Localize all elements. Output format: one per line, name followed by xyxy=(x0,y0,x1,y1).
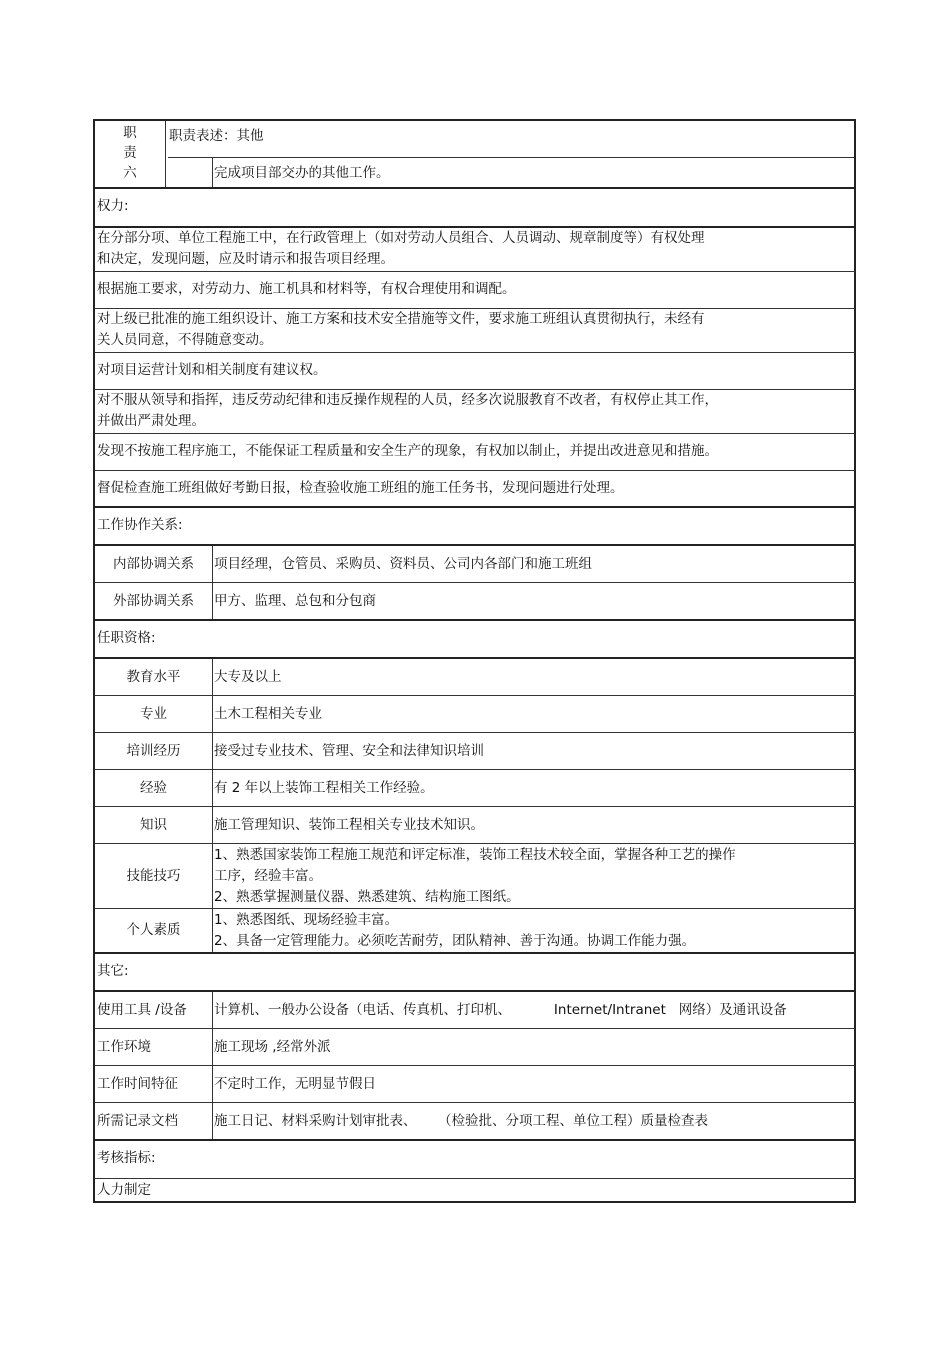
qualification-value-experience: 有 2 年以上装饰工程相关工作经验。 xyxy=(214,779,434,796)
authority-item xyxy=(93,309,856,353)
qualification-row xyxy=(93,659,856,696)
other-row xyxy=(93,992,856,1029)
authority-item xyxy=(93,272,856,309)
duty-desc: 职责表述：其他 xyxy=(168,121,854,158)
qualification-label-personal: 个人素质 xyxy=(95,909,213,952)
authority-item-1-line-2: 和决定，发现问题，应及时请示和报告项目经理。 xyxy=(97,251,394,267)
qualification-label-experience: 经验 xyxy=(95,770,213,806)
cooperation-label-external: 外部协调关系 xyxy=(95,583,213,619)
qualification-label-training: 培训经历 xyxy=(95,733,213,769)
authority-header: 权力: xyxy=(97,198,129,214)
qualification-value-knowledge: 施工管理知识、装饰工程相关专业技术知识。 xyxy=(214,816,484,833)
qualification-value-education: 大专及以上 xyxy=(214,668,282,685)
authority-item xyxy=(93,228,856,272)
qualification-row xyxy=(93,844,856,909)
skills-line-1: 1、熟悉国家装饰工程施工规范和评定标准，装饰工程技术较全面，掌握各种工艺的操作 xyxy=(214,847,736,863)
other-row xyxy=(93,1029,856,1066)
other-header-row xyxy=(93,954,856,992)
cooperation-value-external: 甲方、监理、总包和分包商 xyxy=(214,592,376,609)
cooperation-header-row xyxy=(93,508,856,546)
skills-line-2: 工序，经验丰富。 xyxy=(214,868,322,884)
authority-item-6: 发现不按施工程序施工，不能保证工程质量和安全生产的现象，有权加以制止，并提出改进意见和措施。 xyxy=(97,443,718,459)
other-row xyxy=(93,1066,856,1103)
authority-item-5-line-1: 对不服从领导和指挥，违反劳动纪律和违反操作规程的人员，经多次说服教育不改者，有权停止其工作， xyxy=(97,392,718,408)
cooperation-row xyxy=(93,583,856,621)
authority-item-2: 根据施工要求，对劳动力、施工机具和材料等，有权合理使用和调配。 xyxy=(97,281,516,297)
qualification-row xyxy=(93,696,856,733)
qualification-value-training: 接受过专业技术、管理、安全和法律知识培训 xyxy=(214,742,484,759)
assessment-footer-row xyxy=(93,1179,856,1203)
authority-item xyxy=(93,390,856,434)
cooperation-value-internal: 项目经理，仓管员、采购员、资料员、公司内各部门和施工班组 xyxy=(214,555,592,572)
duty-char-2: 责 xyxy=(123,145,137,161)
authority-item-3-line-2: 关人员同意，不得随意变动。 xyxy=(97,332,273,348)
qualification-label-major: 专业 xyxy=(95,696,213,732)
cooperation-label-internal: 内部协调关系 xyxy=(95,546,213,582)
assessment-header: 考核指标: xyxy=(97,1150,156,1166)
qualification-row xyxy=(93,733,856,770)
qualification-header: 任职资格: xyxy=(97,630,156,646)
cooperation-row xyxy=(93,546,856,583)
other-label-environment: 工作环境 xyxy=(95,1029,213,1065)
authority-item-5-line-2: 并做出严肃处理。 xyxy=(97,413,205,429)
assessment-footer: 人力制定 xyxy=(97,1182,151,1198)
assessment-header-row xyxy=(93,1141,856,1179)
other-value-environment: 施工现场 ,经常外派 xyxy=(214,1038,331,1055)
personal-line-2: 2、具备一定管理能力。必须吃苦耐劳，团队精神、善于沟通。协调工作能力强。 xyxy=(214,933,696,949)
duty-six-row xyxy=(93,119,856,189)
duty-char-3: 六 xyxy=(123,165,137,181)
duty-six-label xyxy=(95,121,166,187)
qualification-value-major: 土木工程相关专业 xyxy=(214,705,322,722)
authority-header-row xyxy=(93,189,856,228)
qualification-row xyxy=(93,909,856,954)
authority-item xyxy=(93,353,856,390)
authority-item-3-line-1: 对上级已批准的施工组织设计、施工方案和技术安全措施等文件，要求施工班组认真贯彻执行，未经有 xyxy=(97,311,705,327)
other-value-time: 不定时工作，无明显节假日 xyxy=(214,1075,376,1092)
other-label-docs: 所需记录文档 xyxy=(95,1103,213,1139)
other-label-tools: 使用工具 /设备 xyxy=(95,992,213,1028)
personal-line-1: 1、熟悉图纸、现场经验丰富。 xyxy=(214,912,399,928)
authority-item-7: 督促检查施工班组做好考勤日报，检查验收施工班组的施工任务书，发现问题进行处理。 xyxy=(97,480,624,496)
other-value-tools: 计算机、一般办公设备（电话、传真机、打印机、 Internet/Intranet 网络）及通讯设备 xyxy=(214,1001,787,1018)
skills-line-3: 2、熟悉掌握测量仪器、熟悉建筑、结构施工图纸。 xyxy=(214,889,520,905)
job-description-table xyxy=(93,119,856,1203)
qualification-label-knowledge: 知识 xyxy=(95,807,213,843)
other-label-time: 工作时间特征 xyxy=(95,1066,213,1102)
qualification-row xyxy=(93,770,856,807)
qualification-row xyxy=(93,807,856,844)
cooperation-header: 工作协作关系: xyxy=(97,517,183,533)
authority-item xyxy=(93,434,856,471)
other-value-docs: 施工日记、材料采购计划审批表、 （检验批、分项工程、单位工程）质量检查表 xyxy=(214,1112,708,1129)
qualification-label-skills: 技能技巧 xyxy=(95,844,213,908)
qualification-label-education: 教育水平 xyxy=(95,659,213,695)
duty-char-1: 职 xyxy=(123,125,137,141)
authority-item-1-line-1: 在分部分项、单位工程施工中，在行政管理上（如对劳动人员组合、人员调动、规章制度等）有权处理 xyxy=(97,230,705,246)
authority-item-4: 对项目运营计划和相关制度有建议权。 xyxy=(97,362,327,378)
authority-item xyxy=(93,471,856,508)
other-row xyxy=(93,1103,856,1141)
duty-task-spacer xyxy=(166,158,213,187)
other-header: 其它: xyxy=(97,963,129,979)
duty-task: 完成项目部交办的其他工作。 xyxy=(214,165,390,181)
qualification-header-row xyxy=(93,621,856,659)
